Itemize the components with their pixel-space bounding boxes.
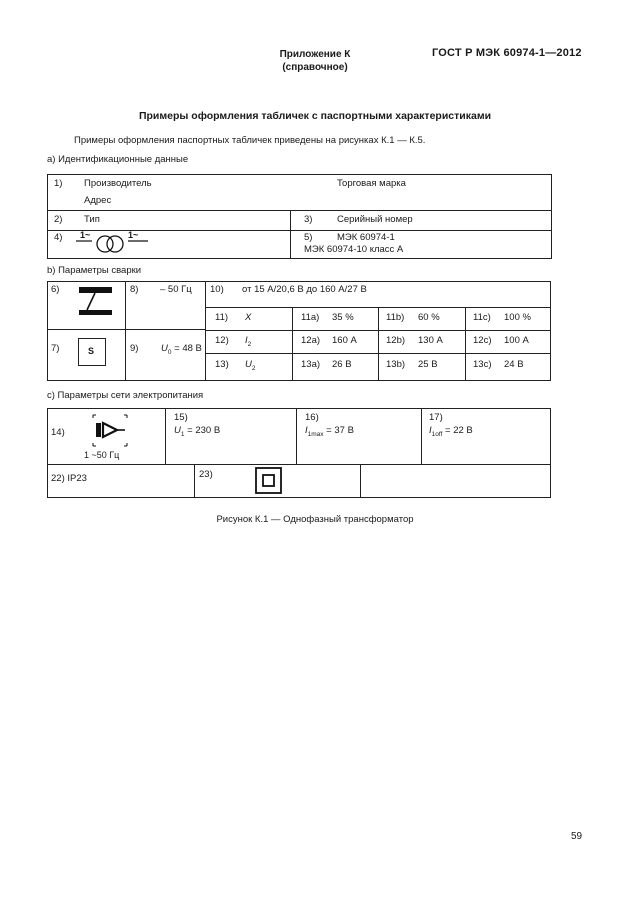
table-divider <box>421 408 422 465</box>
standard-line-2: МЭК 60974-10 класс А <box>304 244 404 255</box>
no-load-voltage <box>161 343 202 356</box>
symbol: I <box>429 425 432 436</box>
duty-cycle-symbol: X <box>245 312 252 323</box>
table-border <box>47 497 551 498</box>
table-border <box>47 408 551 409</box>
symbol: U <box>174 425 181 436</box>
s-symbol-icon: S <box>88 346 95 356</box>
symbol-output-label: 1~ <box>128 230 139 240</box>
appendix-title: Приложение К <box>279 49 351 60</box>
manufacturer-label: Производитель <box>84 178 152 189</box>
cell-number: 10) <box>210 284 224 295</box>
cell-number: 5) <box>304 232 313 243</box>
cell-number: 13) <box>215 359 229 370</box>
table-border <box>47 464 551 465</box>
table-divider <box>47 329 205 330</box>
symbol: U <box>245 359 252 370</box>
page-title: Примеры оформления табличек с паспортными характеристиками <box>138 110 492 122</box>
cell-number: 13b) <box>386 359 406 370</box>
table-divider <box>360 464 361 498</box>
ip-rating: 22) IP23 <box>51 473 87 484</box>
subscript: 2 <box>247 340 252 348</box>
cell-value: 25 В <box>418 359 438 370</box>
table-border <box>47 281 48 381</box>
cell-number: 14) <box>51 427 65 438</box>
table-border <box>47 380 551 381</box>
appendix-subtitle: (справочное) <box>282 62 348 73</box>
section-c-heading: c) Параметры сети электропитания <box>47 390 204 401</box>
table-divider <box>465 307 466 381</box>
cell-number: 11c) <box>473 312 491 323</box>
standard-number: ГОСТ Р МЭК 60974-1—2012 <box>432 47 582 59</box>
cell-value: 100 А <box>504 335 529 346</box>
cell-number: 15) <box>174 412 188 423</box>
cell-number: 4) <box>54 232 63 243</box>
serial-number-label: Серийный номер <box>337 214 413 225</box>
max-supply-current <box>305 425 354 438</box>
address-label: Адрес <box>84 195 112 206</box>
voltage-symbol <box>245 359 256 372</box>
value: = 37 В <box>323 425 354 436</box>
cell-number: 16) <box>305 412 319 423</box>
subscript: 2 <box>251 364 256 372</box>
cell-number: 12) <box>215 335 229 346</box>
supply-table <box>47 408 550 498</box>
table-divider <box>290 210 291 258</box>
subscript: 1off <box>431 430 443 438</box>
cell-value: 130 А <box>418 335 443 346</box>
appendix-header <box>250 48 380 74</box>
table-divider <box>296 408 297 465</box>
current-symbol <box>245 335 251 348</box>
cell-number: 11a) <box>301 312 320 323</box>
figure-caption: Рисунок К.1 — Однофазный трансформатор <box>216 514 414 525</box>
welding-process-icon <box>79 287 113 317</box>
cell-number: 12c) <box>473 335 492 346</box>
table-border <box>47 281 551 282</box>
double-insulation-icon <box>255 467 282 494</box>
effective-supply-current <box>429 425 473 438</box>
cell-number: 7) <box>51 343 60 354</box>
supply-voltage <box>174 425 220 438</box>
intro-text: Примеры оформления паспортных табличек приведены на рисунках К.1 — К.5. <box>74 135 426 146</box>
standard-line-1: МЭК 60974-1 <box>337 232 395 243</box>
cell-number: 2) <box>54 214 63 225</box>
cell-number: 12a) <box>301 335 321 346</box>
trademark-label: Торговая марка <box>337 178 406 189</box>
cell-number: 6) <box>51 284 60 295</box>
cell-number: 13c) <box>473 359 492 370</box>
section-a-heading: a) Идентификационные данные <box>47 154 189 165</box>
frequency-value: – 50 Гц <box>160 284 192 295</box>
symbol: I <box>305 425 308 436</box>
cell-number: 1) <box>54 178 63 189</box>
table-divider <box>205 281 206 381</box>
table-border <box>550 281 551 381</box>
table-border <box>47 408 48 498</box>
type-label: Тип <box>84 214 100 225</box>
cell-number: 8) <box>130 284 139 295</box>
cell-number: 12b) <box>386 335 406 346</box>
cell-number: 23) <box>199 469 213 480</box>
s-symbol-box <box>78 338 106 366</box>
cell-number: 17) <box>429 412 443 423</box>
page-number: 59 <box>571 831 583 842</box>
subscript: 1max <box>307 430 324 438</box>
subscript: 1 <box>180 430 185 438</box>
cell-value: 100 % <box>504 312 531 323</box>
cell-number: 9) <box>130 343 139 354</box>
cell-value: 26 В <box>332 359 352 370</box>
table-divider <box>378 307 379 381</box>
section-b-heading: b) Параметры сварки <box>47 265 142 276</box>
table-divider <box>165 408 166 465</box>
subscript: 0 <box>167 348 172 356</box>
table-divider <box>125 281 126 381</box>
value: = 230 В <box>184 425 221 436</box>
value: = 22 В <box>442 425 473 436</box>
cell-value: 24 В <box>504 359 524 370</box>
table-divider <box>292 307 293 381</box>
symbol: I <box>245 335 248 346</box>
table-border <box>550 408 551 498</box>
identification-table <box>47 174 552 259</box>
cell-value: 35 % <box>332 312 354 323</box>
plug-frequency: 1 ~50 Гц <box>84 450 120 460</box>
value: = 48 В <box>171 343 202 354</box>
symbol-input-label: 1~ <box>80 230 91 240</box>
table-divider <box>194 464 195 498</box>
cell-number: 11b) <box>386 312 405 323</box>
cell-value: 160 А <box>332 335 357 346</box>
transformer-icon <box>76 232 156 254</box>
symbol: U <box>161 343 168 354</box>
welding-table <box>47 281 550 380</box>
cell-number: 3) <box>304 214 313 225</box>
cell-number: 11) <box>215 312 229 323</box>
cell-number: 13a) <box>301 359 321 370</box>
table-divider <box>48 230 551 231</box>
table-divider <box>48 210 551 211</box>
mains-plug-icon <box>93 412 127 448</box>
output-range: от 15 А/20,6 В до 160 А/27 В <box>242 284 367 295</box>
cell-value: 60 % <box>418 312 440 323</box>
